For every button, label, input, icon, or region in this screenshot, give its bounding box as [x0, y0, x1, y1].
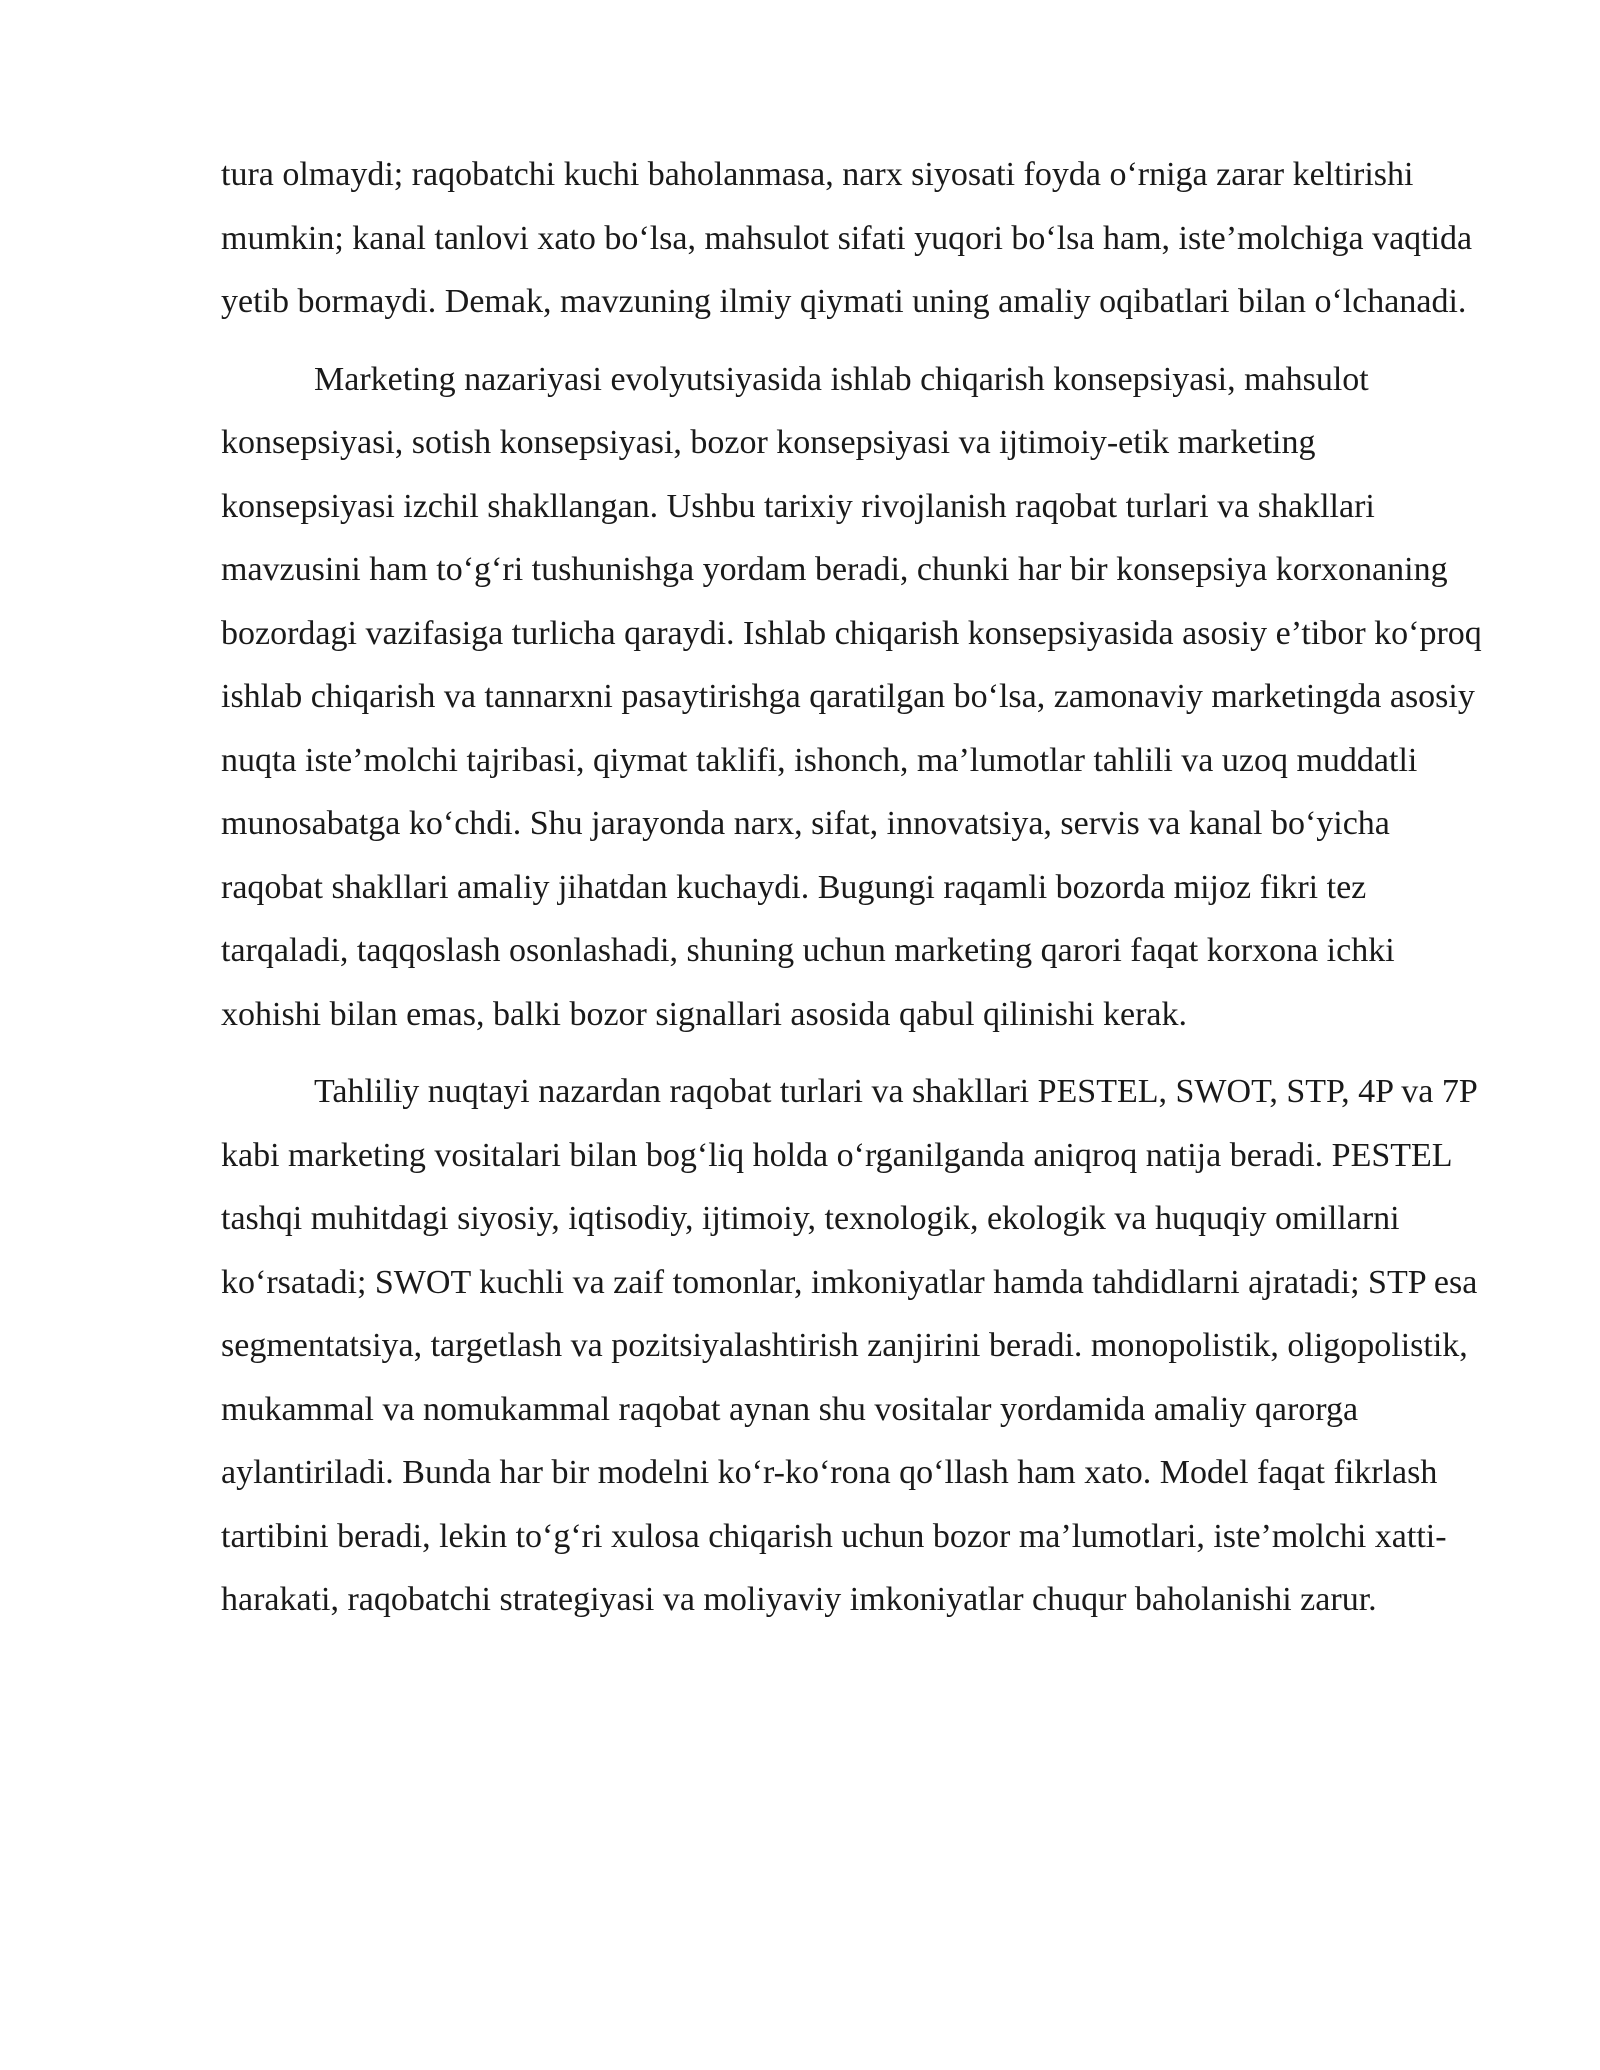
body-text: [221, 143, 1486, 1646]
paragraph-continuation: tura olmaydi; raqobatchi kuchi baholanmasa, narx siyosati foyda o‘rniga zarar keltirishi mumkin; kanal tanlovi xato bo‘lsa, mahsulot sifati yuqori bo‘lsa ham, iste’molchiga vaqtida yetib bormaydi. Demak, mavzuning ilmiy qiymati uning amaliy oqibatlari bilan o‘lchanadi.: [221, 156, 1473, 320]
paragraph-marketing-evolution: Marketing nazariyasi evolyutsiyasida ishlab chiqarish konsepsiyasi, mahsulot konsepsiyasi, sotish konsepsiyasi, bozor konsepsiyasi va ijtimoiy-etik marketing konsepsiyasi izchil shakllangan. Ushbu tarixiy rivojlanish raqobat turlari va shakllari mavzusini ham to‘g‘ri tushunishga yordam beradi, chunki har bir konsepsiya korxonaning bozordagi vazifasiga turlicha qaraydi. Ishlab chiqarish konsepsiyasida asosiy e’tibor ko‘proq ishlab chiqarish va tannarxni pasaytirishga qaratilgan bo‘lsa, zamonaviy marketingda asosiy nuqta iste’molchi tajribasi, qiymat taklifi, ishonch, ma’lumotlar tahlili va uzoq muddatli munosabatga ko‘chdi. Shu jarayonda narx, sifat, innovatsiya, servis va kanal bo‘yicha raqobat shakllari amaliy jihatdan kuchaydi. Bugungi raqamli bozorda mijoz fikri tez tarqaladi, taqqoslash osonlashadi, shuning uchun marketing qarori faqat korxona ichki xohishi bilan emas, balki bozor signallari asosida qabul qilinishi kerak.: [221, 360, 1482, 1033]
paragraph-analytical-tools: Tahliliy nuqtayi nazardan raqobat turlari va shakllari PESTEL, SWOT, STP, 4P va 7P kabi marketing vositalari bilan bog‘liq holda o‘rganilganda aniqroq natija beradi. PESTEL tashqi muhitdagi siyosiy, iqtisodiy, ijtimoiy, texnologik, ekologik va huquqiy omillarni ko‘rsatadi; SWOT kuchli va zaif tomonlar, imkoniyatlar hamda tahdidlarni ajratadi; STP esa segmentatsiya, targetlash va pozitsiyalashtirish zanjirini beradi. monopolistik, oligopolistik, mukammal va nomukammal raqobat aynan shu vositalar yordamida amaliy qarorga aylantiriladi. Bunda har bir modelni ko‘r-ko‘rona qo‘llash ham xato. Model faqat fikrlash tartibini beradi, lekin to‘g‘ri xulosa chiqarish uchun bozor ma’lumotlari, iste’molchi xatti-harakati, raqobatchi strategiyasi va moliyaviy imkoniyatlar chuqur baholanishi zarur.: [221, 1073, 1478, 1618]
